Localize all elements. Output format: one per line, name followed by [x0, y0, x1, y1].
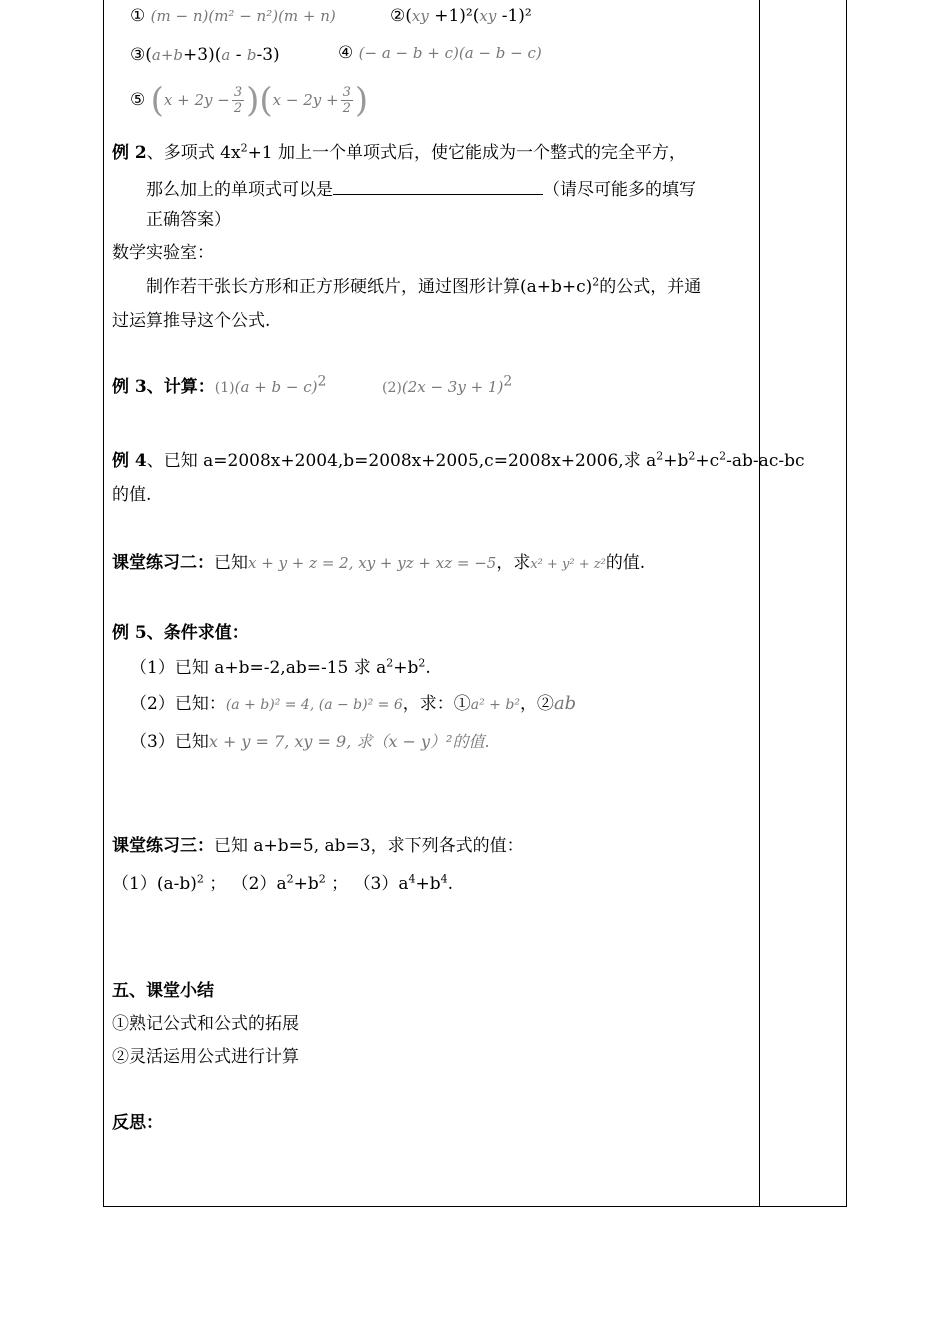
example-5-l1-end: . [425, 658, 431, 678]
example-2-text1: 多项式 4x [163, 143, 241, 163]
practice-3-item3: （3）a [353, 874, 409, 894]
item-4-math: (− a − b + c)(a − b − c) [358, 44, 542, 62]
item-2 [390, 5, 532, 27]
example-3-math2: (2x − 3y + 1) [401, 378, 504, 396]
math-lab-text [146, 276, 701, 298]
item-5-mid: x − 2y + [272, 91, 339, 109]
example-5-l2-t: ，求：① [402, 694, 471, 714]
practice-2-label: 课堂练习二： [112, 553, 214, 573]
example-5-l1-sup1: 2 [386, 656, 394, 670]
example-5-l1-tail: +b [393, 658, 419, 678]
example-4-tail: -ab-ac-bc [726, 451, 805, 471]
item-5-left: x + 2y − [163, 91, 230, 109]
math-lab-title: 数学实验室： [112, 243, 214, 263]
practice-3-sup: 2 [196, 872, 204, 886]
example-5-l1-text: （1）已知 a+b=-2,ab=-15 求 a [130, 658, 387, 678]
example-4-b: +b [663, 451, 689, 471]
practice-3-sup: 4 [440, 872, 448, 886]
summary-item-2: ②灵活运用公式进行计算 [112, 1047, 299, 1067]
example-4-sep: 、 [146, 451, 164, 471]
example-5-l3-math: x + y = 7, xy = 9, 求（x − y）²的值. [208, 732, 490, 751]
example-4-text: 已知 a=2008x+2004,b=2008x+2005,c=2008x+2006,求 a [163, 451, 657, 471]
example-2-line3: 正确答案） [146, 210, 231, 230]
item-3 [130, 44, 280, 66]
item-4-mark: ④ [338, 43, 354, 63]
example-2-line2-tail: （请尽可能多的填写 [543, 180, 696, 200]
fraction [341, 85, 353, 116]
item-3-a: a [151, 46, 161, 64]
example-3-math1: (a + b − c) [234, 378, 318, 396]
fraction-num: 3 [233, 85, 243, 100]
example-3-sup1: 2 [317, 373, 327, 390]
example-2-sep: 、 [146, 143, 164, 163]
example-4-label: 例 4 [112, 451, 147, 471]
practice-3 [112, 835, 524, 857]
left-paren-icon: ( [259, 80, 273, 121]
example-5-line3 [130, 731, 490, 753]
item-2-var1: xy [411, 7, 429, 25]
answer-blank[interactable] [333, 176, 543, 195]
reflection-title: 反思： [112, 1113, 163, 1133]
practice-2 [112, 552, 645, 576]
column-divider [759, 0, 760, 1207]
item-1-math: (m − n)(m² − n²)(m + n) [150, 7, 336, 25]
item-3-plus: + [160, 46, 174, 64]
example-2-line2-text: 那么加上的单项式可以是 [146, 180, 333, 200]
practice-2-text3: 的值. [605, 553, 646, 573]
fraction-den: 2 [342, 101, 351, 116]
example-3-label: 例 3、计算： [112, 377, 215, 397]
example-2 [112, 142, 686, 164]
summary-item-1: ①熟记公式和公式的拓展 [112, 1014, 299, 1034]
math-lab-text2: 的公式，并通 [599, 277, 702, 297]
example-3 [112, 373, 327, 399]
item-2-mark: ②( [390, 6, 412, 26]
item-3-a2: a [221, 46, 231, 64]
practice-3-sup: 4 [408, 872, 416, 886]
item-5-mark: ⑤ [130, 90, 146, 110]
left-paren-icon: ( [150, 80, 164, 121]
math-lab-line2: 过运算推导这个公式. [112, 311, 271, 331]
item-3-rest2: -3) [256, 45, 280, 65]
item-3-b2: b [246, 46, 257, 64]
practice-3-end: . [447, 874, 454, 894]
example-5-l3-text: （3）已知 [130, 732, 209, 752]
item-3-b: b [173, 46, 184, 64]
practice-2-math1: x + y + z = 2, xy + yz + xz = −5 [248, 554, 497, 572]
fraction [232, 85, 244, 116]
fraction-den: 2 [233, 101, 243, 116]
example-3-part2 [382, 373, 513, 399]
practice-2-math2: x² + y² + z² [530, 557, 606, 572]
item-2-mid: +1)²( [428, 6, 480, 26]
example-5-l2-math3: ab [553, 693, 577, 714]
example-5-l2-text: （2）已知： [130, 694, 226, 714]
practice-3-sup: 2 [318, 872, 326, 886]
example-2-text2: +1 加上一个单项式后，使它能成为一个整式的完全平方， [247, 143, 687, 163]
item-3-minus: - [230, 45, 247, 65]
practice-3-text: 已知 a+b=5, ab=3，求下列各式的值： [214, 836, 524, 856]
example-2-label: 例 2 [112, 143, 147, 163]
example-5-line2 [130, 693, 576, 716]
item-2-var2: xy [479, 7, 497, 25]
example-5-l2-math: (a + b)² = 4, (a − b)² = 6 [225, 697, 403, 713]
example-2-line2 [146, 176, 696, 201]
example-5-l2-t2: ，② [519, 694, 554, 714]
right-paren-icon: ) [246, 80, 260, 121]
right-paren-icon: ) [354, 80, 369, 121]
example-5-line1 [130, 657, 431, 679]
example-5-l1-sup2: 2 [418, 656, 426, 670]
example-4-c: +c [695, 451, 720, 471]
example-4-sup1: 2 [656, 449, 664, 463]
practice-3-item2b: +b [293, 874, 319, 894]
fraction-num: 3 [342, 85, 351, 100]
practice-3-label: 课堂练习三： [112, 836, 214, 856]
practice-3-sup: 2 [286, 872, 294, 886]
summary-title: 五、课堂小结 [112, 981, 214, 1001]
example-4-sup2: 2 [688, 449, 696, 463]
example-2-sup: 2 [240, 141, 248, 155]
item-5 [130, 78, 368, 122]
example-3-part2-label: (2) [382, 380, 402, 396]
math-lab-sup: 2 [592, 275, 600, 289]
example-5-label: 例 5、条件求值： [112, 623, 249, 643]
example-5-l2-math2: a² + b² [470, 697, 520, 713]
practice-3-item2: （2）a [231, 874, 287, 894]
example-3-sup2: 2 [503, 373, 513, 390]
example-4-line2: 的值. [112, 485, 152, 505]
example-4-sup3: 2 [719, 449, 727, 463]
practice-3-semi1: ； [209, 874, 227, 894]
item-2-end: -1)² [496, 6, 532, 26]
item-3-rest1: +3)( [183, 45, 222, 65]
example-4 [112, 450, 804, 472]
practice-2-text1: 已知 [214, 553, 248, 573]
item-1-mark: ① [130, 6, 146, 26]
practice-3-items [112, 873, 453, 895]
example-3-part1: (1) [214, 380, 235, 396]
practice-3-item3b: +b [415, 874, 441, 894]
practice-3-item1: （1）(a-b) [112, 874, 197, 894]
item-1 [130, 5, 336, 27]
item-4 [338, 42, 542, 64]
practice-3-semi2: ； [331, 874, 349, 894]
practice-2-text2: ，求 [496, 553, 531, 573]
math-lab-text1: 制作若干张长方形和正方形硬纸片，通过图形计算(a+b+c) [146, 277, 593, 297]
item-3-mark: ③( [130, 45, 152, 65]
